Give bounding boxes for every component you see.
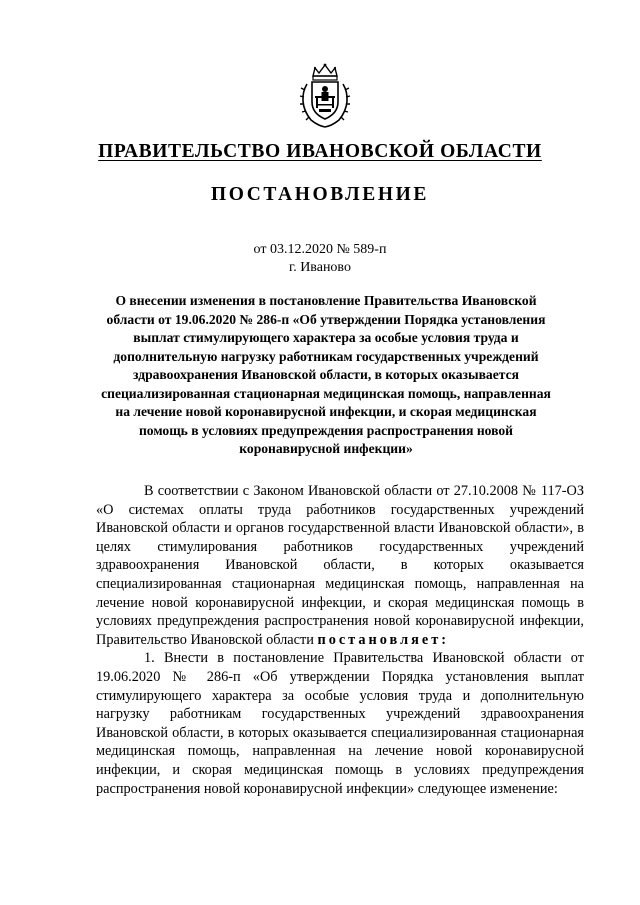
- document-date-number: от 03.12.2020 № 589-п: [253, 242, 387, 257]
- date-and-place: [0, 241, 640, 277]
- ivanovo-region-coat-of-arms-icon: [297, 62, 353, 130]
- body-paragraph-preamble: [96, 482, 584, 649]
- organization-title: ПРАВИТЕЛЬСТВО ИВАНОВСКОЙ ОБЛАСТИ: [98, 141, 542, 162]
- resolves-word: постановляет:: [317, 631, 449, 648]
- document-city: г. Иваново: [289, 260, 351, 275]
- body-paragraph-item-1: 1. Внести в постановление Правительства Ивановской области от 19.06.2020 № 286-п «Об утверждении Порядка установления выплат стимулирующего характера за особые условия труда и дополнительную нагрузку работникам государственных учреждений здравоохранения Ивановской области, в которых оказывается специализированная стационарная медицинская помощь, направленная на лечение новой коронавирусной инфекции, и скорая медицинская помощь в условиях предупреждения распространения новой коронавирусной инфекции» следующее изменение:: [96, 650, 584, 797]
- document-type: ПОСТАНОВЛЕНИЕ: [210, 184, 430, 205]
- document-body: [96, 482, 584, 798]
- document-heading: О внесении изменения в постановление Правительства Ивановской области от 19.06.2020 № 286-п «Об утверждении Порядка установления выплат стимулирующего характера за особые условия труда и дополнительную нагрузку работникам государственных учреждений здравоохранения Ивановской области, в которых оказывается специализированная стационарная медицинская помощь, направленная на лечение новой коронавирусной инфекции, и скорая медицинская помощь в условиях предупреждения распространения новой коронавирусной инфекции»: [101, 293, 551, 456]
- preamble-text: В соответствии с Законом Ивановской области от 27.10.2008 № 117-ОЗ «О системах оплаты труда работников государственных учреждений Ивановской области и органов государственной власти Ивановской области», в целях стимулирования работников государственных учреждений здравоохранения Ивановской области, в которых оказывается специализированная стационарная медицинская помощь, направленная на лечение новой коронавирусной инфекции, и скорая медицинская помощь в условиях предупреждения распространения новой коронавирусной инфекции, Правительство Ивановской области: [96, 483, 584, 648]
